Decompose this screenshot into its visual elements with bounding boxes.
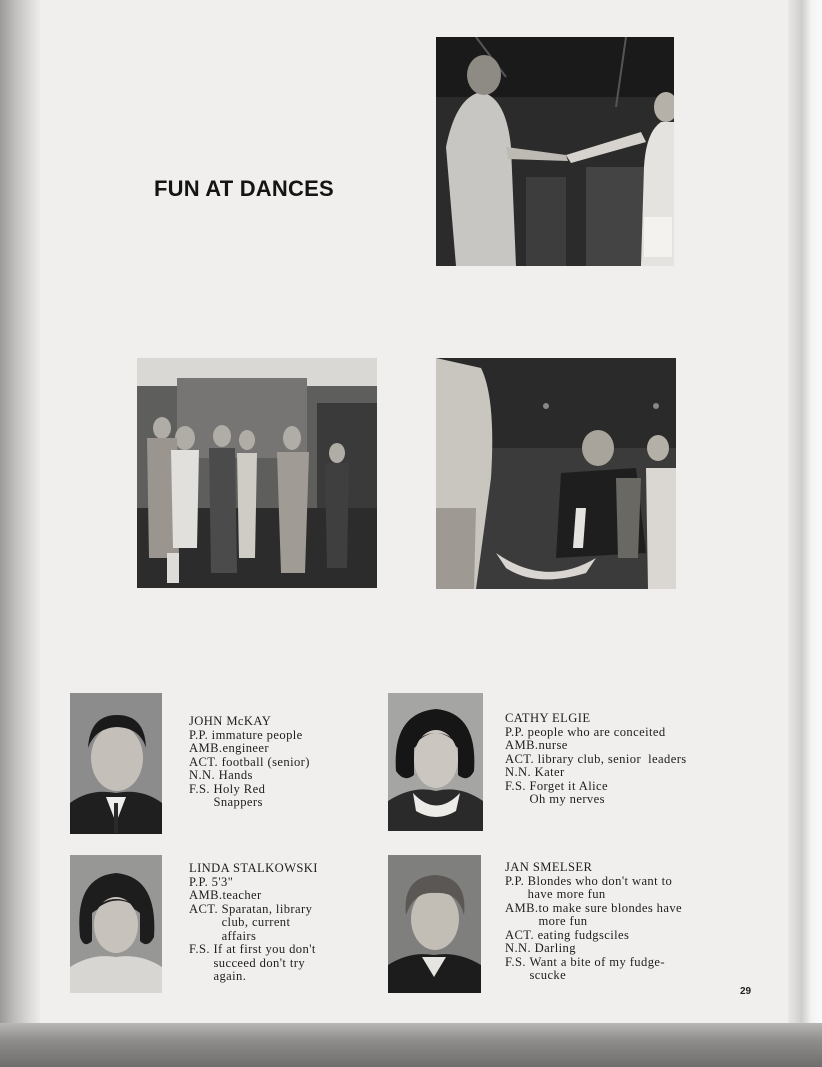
bio-value: eating fudgsciles [537,927,630,942]
bio-label: AMB. [189,741,223,755]
bio-row [505,956,682,983]
bio-row [189,769,310,783]
portrait-linda-stalkowski [70,855,162,993]
bio-value: nurse [538,738,568,752]
bio-value: teacher [222,888,262,902]
bio-value: Forget it Alice Oh my nerves [529,778,608,806]
bio-row [189,729,310,743]
student-name: JOHN McKAY [189,714,272,728]
bio-row [505,753,687,767]
bio-row [189,783,310,810]
bio-row [505,766,687,780]
bio-value: football (senior) [221,754,310,769]
bio-label: P.P. [189,727,212,742]
bio-row [189,756,310,770]
student-name: JAN SMELSER [505,860,593,874]
bio-row [505,875,682,902]
bio-label: AMB. [505,738,539,752]
bio-row [505,780,687,807]
bio-value: If at first you don't succeed don't try again. [213,942,316,983]
dance-photo-dancers [436,358,676,589]
bio-row [505,726,687,740]
portrait-john-mckay [70,693,162,834]
bio-row [189,876,318,890]
bio-row [189,742,310,756]
bio-label: N.N. [505,941,535,955]
bio-label: AMB. [189,888,223,902]
bio-value: immature people [211,727,303,742]
page-edge [788,0,822,1067]
student-name: LINDA STALKOWSKI [189,861,318,875]
bio-label: F.S. [189,781,214,796]
bio-label: AMB. [505,900,539,915]
portrait-jan-smelser [388,855,481,993]
bio-label: ACT. [505,751,538,766]
bio-label: F.S. [505,778,530,793]
bio-value: Holy Red Snappers [213,781,266,809]
bio-label: ACT. [505,927,538,942]
bio-row [189,943,318,984]
bio-label: F.S. [189,942,214,956]
bio-label: N.N. [505,765,535,779]
dance-photo-crowd [137,358,377,588]
bio-value: Hands [218,768,253,782]
bio-value: engineer [222,741,270,755]
bio-label: ACT. [189,754,222,769]
portrait-cathy-elgie [388,693,483,831]
page-title: FUN AT DANCES [154,176,334,201]
bio-row [189,903,318,944]
scan-bottom-edge [0,1023,822,1067]
bio-row [505,942,682,956]
bio-value: Kater [534,765,565,779]
bio-label: N.N. [189,768,219,782]
bio-value: people who are conceited [527,724,666,739]
binding-shadow [0,0,40,1067]
bio-label: P.P. [505,724,528,739]
bio-label: ACT. [189,901,222,916]
bio-value: Sparatan, library club, current affairs [221,901,313,943]
bio-jan-smelser [505,861,682,983]
bio-row [505,739,687,753]
bio-cathy-elgie [505,712,687,807]
page-number: 29 [740,986,752,997]
bio-value: Darling [534,941,576,955]
bio-row [189,889,318,903]
bio-row [505,902,682,929]
bio-value: Want a bite of my fudge- scucke [529,954,665,982]
bio-label: P.P. [505,873,528,888]
student-name: CATHY ELGIE [505,711,591,725]
bio-value: 5'3" [211,874,234,889]
bio-label: F.S. [505,954,530,969]
bio-row [505,929,682,943]
bio-value: to make sure blondes have more fun [538,900,683,928]
bio-label: P.P. [189,874,212,889]
bio-john-mckay [189,715,310,810]
bio-value: Blondes who don't want to have more fun [527,873,673,901]
bio-value: library club, senior leaders [537,751,687,766]
dance-photo-couple [436,37,674,266]
bio-linda-stalkowski [189,862,318,984]
